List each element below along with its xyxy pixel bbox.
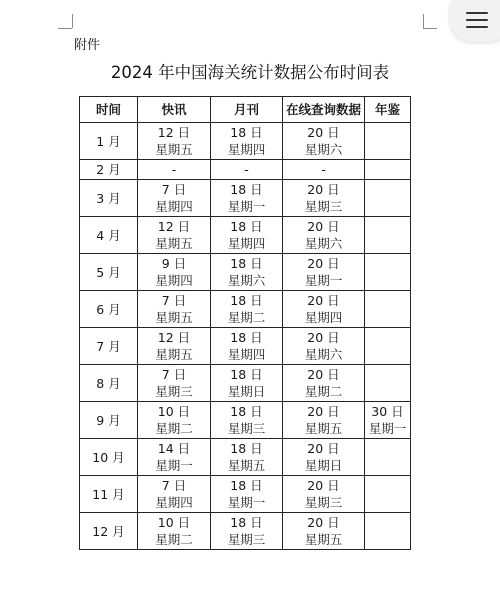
schedule-cell — [211, 476, 283, 513]
weekday-text: 星期六 — [304, 142, 343, 157]
weekday-text: 星期日 — [304, 458, 343, 473]
schedule-cell — [283, 160, 365, 180]
schedule-cell — [138, 513, 211, 550]
schedule-cell — [211, 402, 283, 439]
date-text: 9 日 — [161, 256, 187, 271]
date-text: 12 日 — [157, 219, 191, 234]
weekday-text: 星期三 — [155, 384, 193, 399]
date-text: 18 日 — [230, 330, 263, 345]
schedule-cell — [283, 217, 365, 254]
date-text: 18 日 — [230, 219, 263, 234]
weekday-text: 星期五 — [304, 421, 343, 436]
schedule-cell — [283, 365, 365, 402]
weekday-text: 星期一 — [304, 273, 343, 288]
schedule-cell — [138, 254, 211, 291]
weekday-text: 星期五 — [227, 458, 266, 473]
month-cell: 1 月 — [80, 123, 138, 160]
weekday-text: 星期四 — [155, 495, 193, 510]
schedule-table — [79, 96, 411, 550]
month-cell: 5 月 — [80, 254, 138, 291]
column-header-time: 时间 — [80, 97, 138, 123]
date-text: 20 日 — [307, 404, 340, 419]
weekday-text: 星期一 — [368, 421, 407, 436]
date-text: 10 日 — [157, 404, 191, 419]
month-cell: 11 月 — [80, 476, 138, 513]
table-row — [80, 402, 411, 439]
date-text: - — [171, 162, 177, 177]
column-header-yearbook: 年鉴 — [365, 97, 411, 123]
date-text: 18 日 — [230, 404, 263, 419]
schedule-cell — [365, 180, 411, 217]
table-row — [80, 291, 411, 328]
weekday-text: 星期一 — [155, 458, 193, 473]
column-header-monthly: 月刊 — [211, 97, 283, 123]
weekday-text: 星期二 — [155, 532, 193, 547]
schedule-cell — [283, 180, 365, 217]
schedule-cell — [365, 291, 411, 328]
schedule-cell — [365, 513, 411, 550]
weekday-text: 星期六 — [304, 347, 343, 362]
schedule-cell — [138, 365, 211, 402]
schedule-cell — [365, 439, 411, 476]
schedule-cell — [283, 439, 365, 476]
page-title: 2024 年中国海关统计数据公布时间表 — [110, 63, 390, 82]
schedule-cell — [365, 217, 411, 254]
month-cell: 4 月 — [80, 217, 138, 254]
schedule-cell — [211, 365, 283, 402]
weekday-text: 星期三 — [304, 495, 343, 510]
schedule-cell — [283, 123, 365, 160]
date-text: 18 日 — [230, 515, 263, 530]
weekday-text: 星期一 — [227, 199, 266, 214]
date-text: 18 日 — [230, 293, 263, 308]
weekday-text: 星期五 — [304, 532, 343, 547]
weekday-text: 星期四 — [304, 310, 343, 325]
schedule-cell — [365, 328, 411, 365]
date-text: 18 日 — [230, 256, 263, 271]
month-cell: 2 月 — [80, 160, 138, 180]
schedule-cell — [211, 123, 283, 160]
schedule-cell — [211, 513, 283, 550]
date-text: 18 日 — [230, 367, 263, 382]
schedule-cell — [211, 180, 283, 217]
weekday-text: 星期二 — [304, 384, 343, 399]
date-text: 20 日 — [307, 441, 340, 456]
schedule-cell — [283, 328, 365, 365]
table-row — [80, 328, 411, 365]
date-text: - — [244, 162, 249, 177]
weekday-text: 星期五 — [155, 347, 193, 362]
month-cell: 7 月 — [80, 328, 138, 365]
date-text: 18 日 — [230, 478, 263, 493]
schedule-cell — [211, 254, 283, 291]
weekday-text: 星期五 — [155, 310, 193, 325]
weekday-text: 星期四 — [155, 273, 193, 288]
table-row — [80, 217, 411, 254]
weekday-text: 星期四 — [227, 236, 266, 251]
crop-mark-top-left — [72, 14, 73, 28]
date-text: 20 日 — [307, 330, 340, 345]
date-text: 7 日 — [161, 293, 187, 308]
schedule-cell — [138, 291, 211, 328]
date-text: 20 日 — [307, 478, 340, 493]
schedule-cell — [138, 439, 211, 476]
date-text: 20 日 — [307, 256, 340, 271]
weekday-text: 星期二 — [227, 310, 266, 325]
table-row — [80, 439, 411, 476]
schedule-cell — [138, 123, 211, 160]
weekday-text: 星期五 — [155, 236, 193, 251]
date-text: 20 日 — [307, 293, 340, 308]
date-text: 7 日 — [161, 182, 187, 197]
date-text: 10 日 — [157, 515, 191, 530]
schedule-cell — [283, 402, 365, 439]
attachment-label: 附件 — [74, 38, 101, 53]
schedule-cell — [138, 328, 211, 365]
table-row — [80, 160, 411, 180]
schedule-cell — [365, 254, 411, 291]
schedule-cell — [283, 291, 365, 328]
weekday-text: 星期三 — [227, 532, 266, 547]
date-text: 14 日 — [157, 441, 191, 456]
weekday-text: 星期一 — [227, 495, 266, 510]
schedule-cell — [211, 217, 283, 254]
schedule-cell — [365, 365, 411, 402]
date-text: 30 日 — [371, 404, 404, 419]
schedule-cell — [138, 160, 211, 180]
date-text: 20 日 — [307, 182, 340, 197]
menu-button[interactable] — [450, 0, 500, 42]
table-row — [80, 180, 411, 217]
schedule-cell — [283, 476, 365, 513]
column-header-online: 在线查询数据 — [283, 97, 365, 123]
table-header-row — [80, 97, 411, 123]
date-text: 7 日 — [161, 367, 187, 382]
date-text: 18 日 — [230, 125, 263, 140]
schedule-cell — [365, 160, 411, 180]
month-cell: 8 月 — [80, 365, 138, 402]
schedule-cell — [211, 439, 283, 476]
weekday-text: 星期三 — [304, 199, 343, 214]
column-header-flash: 快讯 — [138, 97, 211, 123]
date-text: 20 日 — [307, 125, 340, 140]
schedule-cell — [138, 402, 211, 439]
crop-mark-top-left — [58, 28, 72, 29]
menu-icon — [466, 12, 488, 28]
date-text: 20 日 — [307, 515, 340, 530]
schedule-cell — [211, 328, 283, 365]
schedule-cell — [365, 402, 411, 439]
weekday-text: 星期六 — [227, 273, 266, 288]
date-text: 7 日 — [161, 478, 187, 493]
table-row — [80, 123, 411, 160]
weekday-text: 星期四 — [227, 347, 266, 362]
weekday-text: 星期日 — [227, 384, 266, 399]
weekday-text: 星期四 — [155, 199, 193, 214]
table-row — [80, 476, 411, 513]
month-cell: 10 月 — [80, 439, 138, 476]
crop-mark-top-right — [423, 14, 424, 28]
schedule-cell — [365, 123, 411, 160]
weekday-text: 星期四 — [227, 142, 266, 157]
date-text: 18 日 — [230, 441, 263, 456]
weekday-text: 星期六 — [304, 236, 343, 251]
month-cell: 9 月 — [80, 402, 138, 439]
date-text: 20 日 — [307, 367, 340, 382]
crop-mark-top-right — [423, 28, 437, 29]
date-text: 20 日 — [307, 219, 340, 234]
weekday-text: 星期五 — [155, 142, 193, 157]
schedule-cell — [138, 476, 211, 513]
weekday-text: 星期三 — [227, 421, 266, 436]
schedule-cell — [283, 254, 365, 291]
table-row — [80, 254, 411, 291]
table-row — [80, 365, 411, 402]
date-text: 12 日 — [157, 330, 191, 345]
schedule-cell — [138, 180, 211, 217]
schedule-cell — [211, 291, 283, 328]
month-cell: 12 月 — [80, 513, 138, 550]
schedule-cell — [283, 513, 365, 550]
month-cell: 6 月 — [80, 291, 138, 328]
date-text: - — [321, 162, 326, 177]
month-cell: 3 月 — [80, 180, 138, 217]
date-text: 18 日 — [230, 182, 263, 197]
table-row — [80, 513, 411, 550]
schedule-cell — [211, 160, 283, 180]
date-text: 12 日 — [157, 125, 191, 140]
schedule-cell — [138, 217, 211, 254]
weekday-text: 星期二 — [155, 421, 193, 436]
schedule-cell — [365, 476, 411, 513]
